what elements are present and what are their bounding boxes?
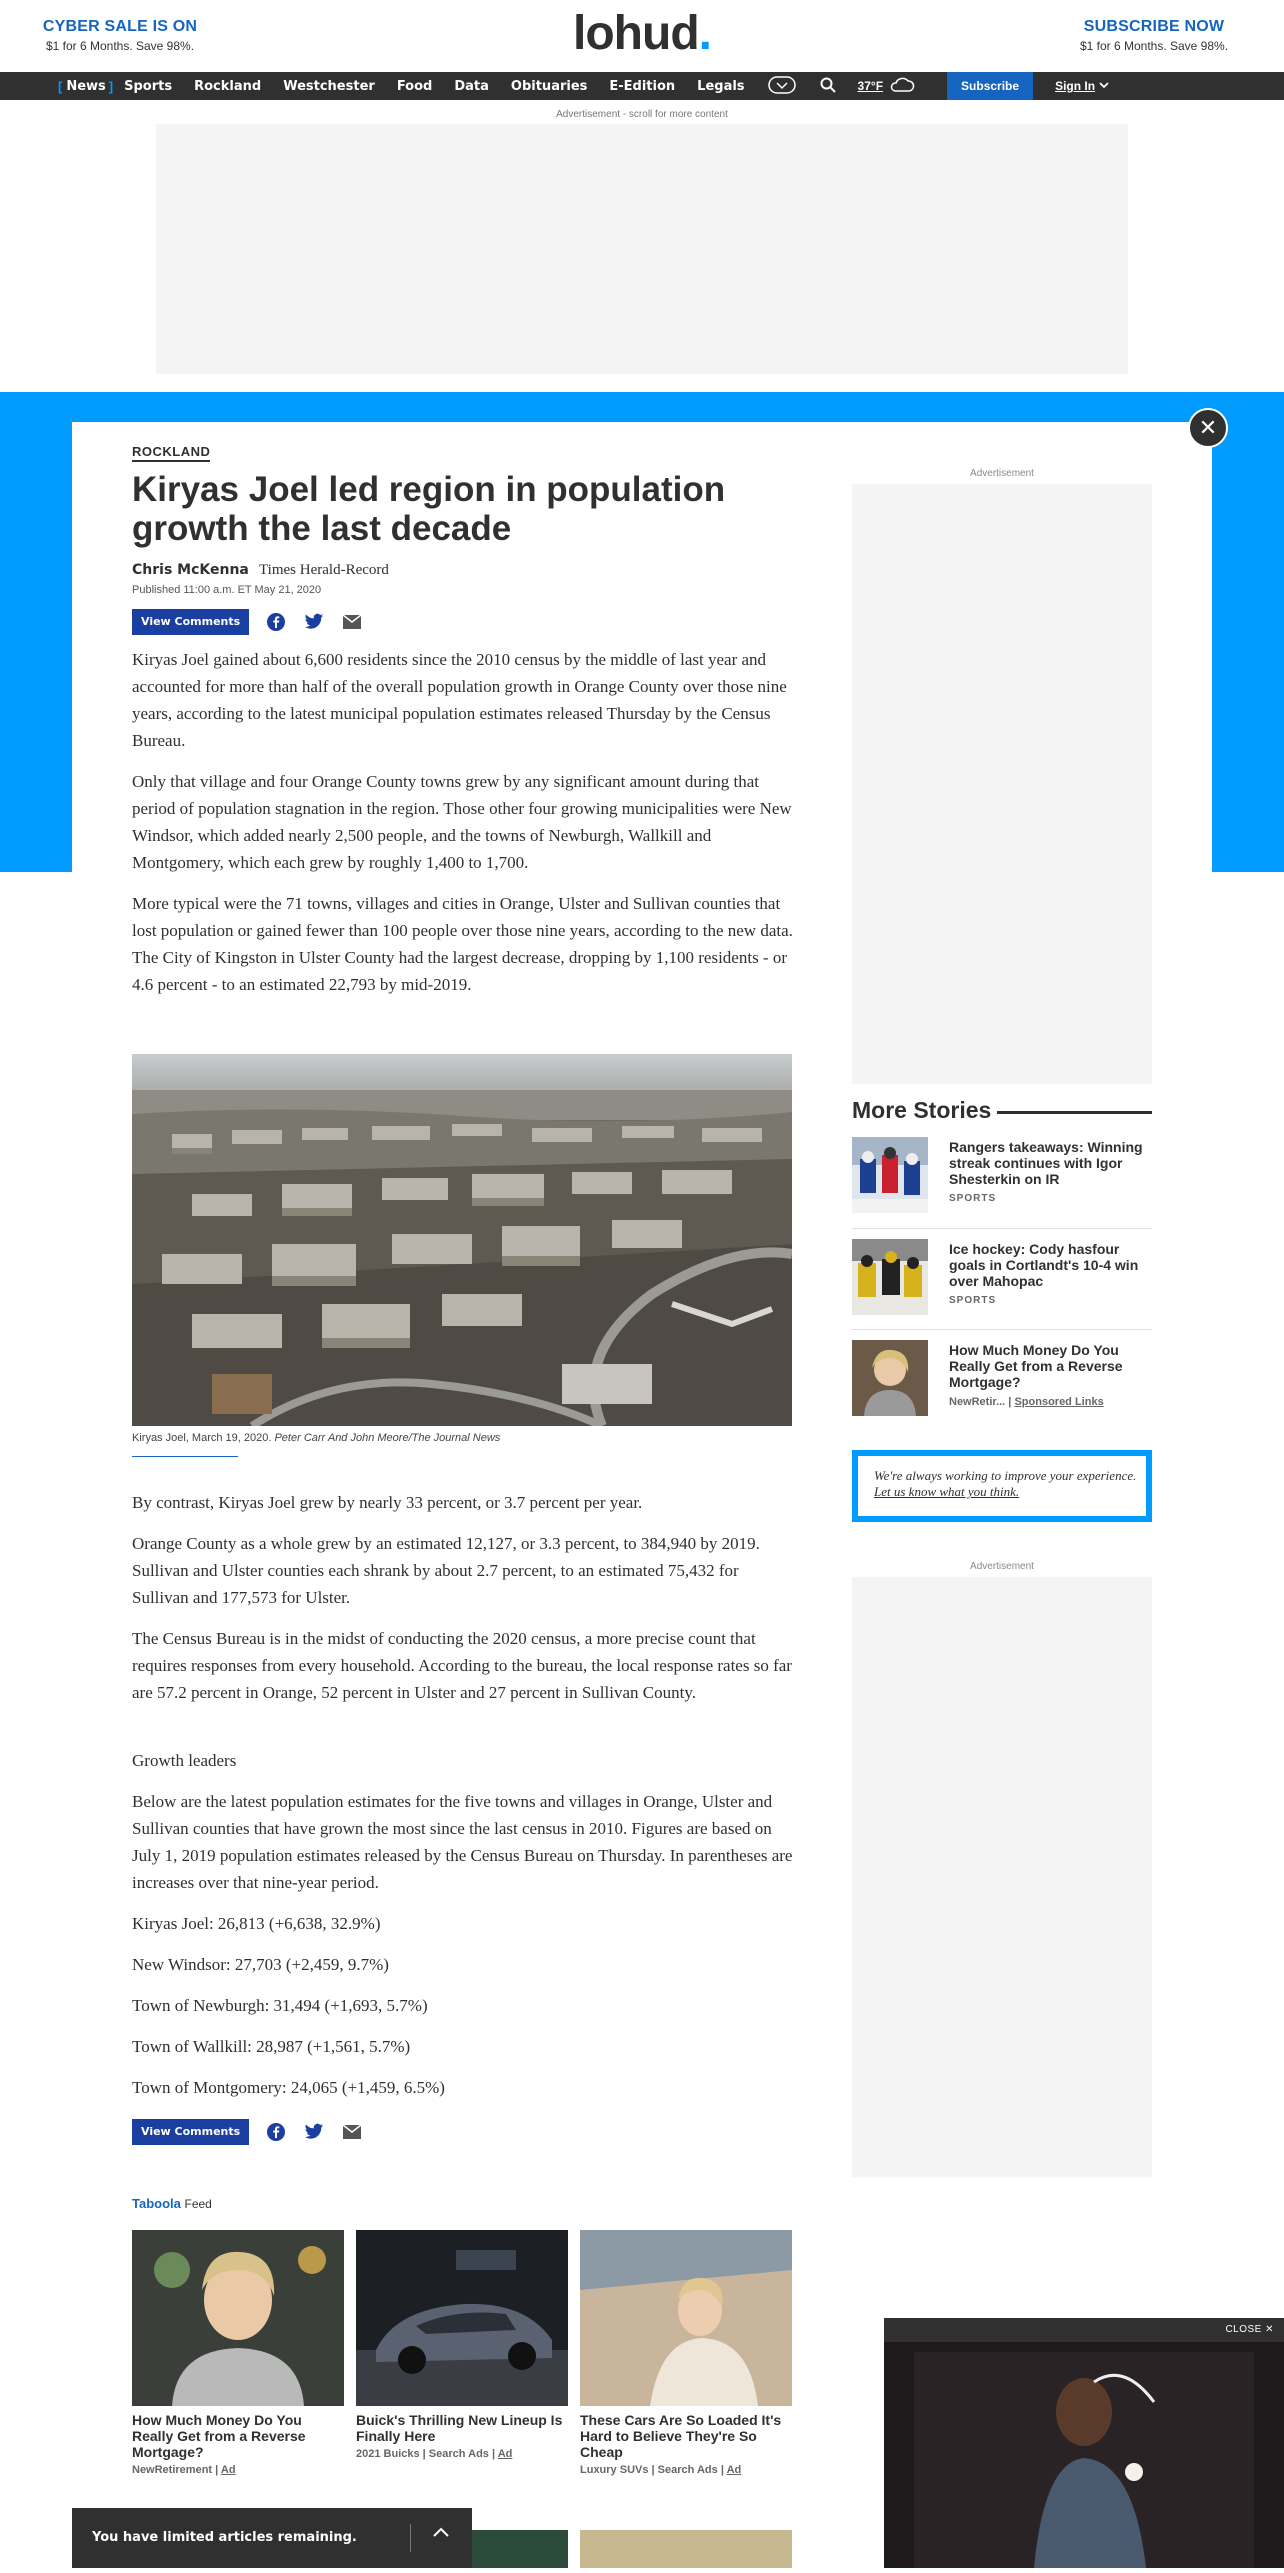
sponsored-image[interactable] — [580, 2530, 792, 2568]
story-thumbnail[interactable] — [852, 1340, 928, 1416]
sponsored-image[interactable] — [472, 2530, 568, 2568]
video-close-button[interactable]: CLOSE ✕ — [884, 2318, 1284, 2342]
nav-item-obituaries[interactable]: Obituaries — [510, 78, 588, 94]
article-photo[interactable] — [132, 1054, 792, 1426]
article-paragraph: Below are the latest population estimates for the five towns and villages in Orange, Ulster and Sullivan counties that have grown the most since the last census in 2010. Figures are based on July 1, 2019 population estimates released by the Census Bureau on Thursday. In parentheses are increases over that nine-year period. — [132, 1792, 793, 1892]
ad-label: Advertisement — [970, 468, 1034, 479]
article-paragraph: Orange County as a whole grew by an estimated 12,127, or 3.3 percent, to 384,940 by 2019. Sullivan and Ulster counties each shrank by about 2.7 percent, to an estimated 75,432 for Sullivan and 177,573 for Ulster. — [132, 1534, 760, 1607]
article-paragraph: Only that village and four Orange County towns grew by any significant amount during that period of population stagnation in the region. Those other four growing municipalities were New Windsor, which added nearly 2,500 people, and the towns of Newburgh, Wallkill and Montgomery, which each grew by roughly 1,400 to 1,700. — [132, 772, 792, 872]
nav-bracket-left: [ — [58, 78, 63, 94]
twitter-icon[interactable] — [303, 2121, 325, 2143]
close-icon[interactable]: ✕ — [1188, 408, 1228, 448]
sponsored-card[interactable] — [580, 2230, 792, 2476]
caption-divider — [132, 1456, 238, 1457]
list-item: New Windsor: 27,703 (+2,459, 9.7%) — [132, 1955, 389, 1974]
list-item: Town of Wallkill: 28,987 (+1,561, 5.7%) — [132, 2037, 411, 2056]
nav-item-rockland[interactable]: Rockland — [194, 78, 262, 94]
email-icon[interactable] — [341, 2121, 363, 2143]
subscribe-promo[interactable] — [1044, 18, 1264, 53]
rail-ad-slot[interactable] — [852, 1577, 1152, 2177]
promo-subtitle: $1 for 6 Months. Save 98%. — [45, 39, 195, 53]
story-sponsor: NewRetir... | Sponsored Links — [949, 1396, 1104, 1408]
sponsored-source: Luxury SUVs | Search Ads | Ad — [580, 2464, 742, 2476]
sign-in-link[interactable]: Sign In — [1055, 79, 1096, 93]
story-item[interactable] — [852, 1228, 1152, 1327]
sponsored-source: 2021 Buicks | Search Ads | Ad — [356, 2448, 513, 2460]
nav-item-legals[interactable]: Legals — [697, 78, 745, 94]
promo-subtitle: $1 for 6 Months. Save 98%. — [1079, 39, 1229, 53]
ad-label: Advertisement — [970, 1561, 1034, 1572]
story-thumbnail[interactable] — [852, 1239, 928, 1315]
facebook-icon[interactable] — [265, 2121, 287, 2143]
sponsored-links[interactable]: Sponsored Links — [1014, 1396, 1104, 1408]
nav-item-food[interactable]: Food — [396, 78, 433, 94]
nav-item-e-edition[interactable]: E-Edition — [609, 78, 676, 94]
banner-divider — [410, 2524, 411, 2552]
weather-temp[interactable]: 37°F — [857, 79, 884, 93]
chevron-down-icon[interactable] — [1099, 81, 1109, 92]
article-paragraph: By contrast, Kiryas Joel grew by nearly 33 percent, or 3.7 percent per year. — [132, 1493, 643, 1512]
rail-ad-slot[interactable] — [852, 484, 1152, 1084]
nav-bracket-right: ] — [108, 78, 114, 94]
list-item: Town of Montgomery: 24,065 (+1,459, 6.5%) — [132, 2078, 445, 2097]
story-item[interactable] — [852, 1329, 1152, 1428]
heading-rule — [997, 1111, 1152, 1114]
search-icon[interactable] — [820, 77, 836, 96]
byline — [132, 561, 389, 579]
nav-item-westchester[interactable]: Westchester — [283, 78, 375, 94]
list-item: Kiryas Joel: 26,813 (+6,638, 32.9%) — [132, 1914, 381, 1933]
article-paragraph: More typical were the 71 towns, villages and cities in Orange, Ulster and Sullivan counties that lost population or gained fewer than 100 people over those nine years, according to the new data. The City of Kingston in Ulster County had the largest decrease, dropping by 1,100 residents - or 4.6 percent - to an estimated 22,793 by mid-2019. — [132, 894, 793, 994]
article-paragraph: Kiryas Joel gained about 6,600 residents since the 2010 census by the middle of last year and accounted for more than half of the overall population growth in Orange County over those nine years, according to the latest municipal population estimates released Thursday by the Census Bureau. — [132, 650, 787, 750]
story-title[interactable]: Ice hockey: Cody hasfour goals in Cortlandt's 10-4 win over Mahopac SPORTS — [949, 1241, 1149, 1309]
main-nav — [0, 72, 1284, 100]
video-frame[interactable] — [884, 2342, 1284, 2568]
sponsored-title[interactable]: These Cars Are So Loaded It's Hard to Believe They're So Cheap — [580, 2412, 782, 2460]
view-comments-button[interactable]: View Comments — [132, 2119, 249, 2145]
ad-label: Advertisement - scroll for more content — [556, 109, 728, 120]
twitter-icon[interactable] — [303, 611, 325, 633]
chevron-up-icon[interactable] — [432, 2522, 450, 2543]
article-paragraph: The Census Bureau is in the midst of conducting the 2020 census, a more precise count that requires responses from every household. According to the bureau, the local response rates so far are 57.2 percent in Orange, 52 percent in Ulster and 27 percent in Sullivan County. — [132, 1629, 792, 1702]
article-subhead: Growth leaders — [132, 1751, 237, 1770]
section-label[interactable]: ROCKLAND — [132, 444, 210, 462]
story-thumbnail[interactable] — [852, 1137, 928, 1213]
site-logo[interactable]: lohud. — [573, 7, 711, 60]
sponsored-image[interactable] — [580, 2230, 792, 2406]
feedback-box: We're always working to improve your experience. Let us know what you think. — [852, 1450, 1152, 1522]
story-section: SPORTS — [949, 1193, 997, 1204]
top-bar — [0, 0, 1284, 72]
nav-item-news[interactable]: News — [66, 78, 106, 94]
subscribe-button[interactable]: Subscribe — [947, 72, 1033, 100]
limit-text: You have limited articles remaining. — [92, 2530, 357, 2545]
headline: Kiryas Joel led region in population growth the last decade — [132, 470, 726, 548]
sponsored-card[interactable] — [132, 2230, 344, 2476]
more-stories-heading: More Stories — [852, 1097, 1152, 1124]
list-item: Town of Newburgh: 31,494 (+1,693, 5.7%) — [132, 1996, 428, 2015]
published-date: Published 11:00 a.m. ET May 21, 2020 — [132, 584, 322, 596]
story-section: SPORTS — [949, 1295, 997, 1306]
facebook-icon[interactable] — [265, 611, 287, 633]
top-ad-slot[interactable] — [156, 124, 1128, 374]
promo-title: SUBSCRIBE NOW — [1083, 18, 1225, 35]
nav-item-sports[interactable]: Sports — [124, 78, 173, 94]
taboola-feed-label[interactable]: Taboola Feed — [132, 2196, 212, 2211]
story-item[interactable] — [852, 1127, 1152, 1225]
sponsored-image[interactable] — [132, 2230, 344, 2406]
sponsored-title[interactable]: Buick's Thrilling New Lineup Is Finally Here — [356, 2412, 563, 2444]
sponsored-image[interactable] — [356, 2230, 568, 2406]
share-bar-top — [132, 609, 363, 635]
publication-name: Times Herald-Record — [259, 562, 389, 578]
view-comments-button[interactable]: View Comments — [132, 609, 249, 635]
story-title[interactable]: How Much Money Do You Really Get from a Reverse Mortgage? NewRetir... | Sponsored Links — [949, 1342, 1149, 1410]
cloud-icon[interactable] — [889, 77, 915, 96]
more-menu-icon[interactable] — [768, 76, 796, 97]
video-player[interactable] — [884, 2318, 1284, 2568]
nav-item-data[interactable]: Data — [454, 78, 489, 94]
email-icon[interactable] — [341, 611, 363, 633]
share-bar-bottom — [132, 2119, 363, 2145]
article-limit-banner[interactable] — [72, 2508, 472, 2568]
sponsored-card[interactable] — [356, 2230, 568, 2460]
photo-credit: Peter Carr And John Meore/The Journal News — [274, 1432, 501, 1444]
photo-caption: Kiryas Joel, March 19, 2020. Peter Carr And John Meore/The Journal News — [132, 1432, 501, 1444]
feedback-link[interactable]: Let us know what you think. — [874, 1484, 1020, 1499]
story-title[interactable]: Rangers takeaways: Winning streak continues with Igor Shesterkin on IR SPORTS — [949, 1139, 1149, 1207]
sponsored-source: NewRetirement | Ad — [132, 2464, 236, 2476]
author-name[interactable]: Chris McKenna — [132, 562, 249, 578]
promo-title: CYBER SALE IS ON — [42, 18, 198, 35]
sponsored-title[interactable]: How Much Money Do You Really Get from a Reverse Mortgage? — [132, 2412, 306, 2460]
